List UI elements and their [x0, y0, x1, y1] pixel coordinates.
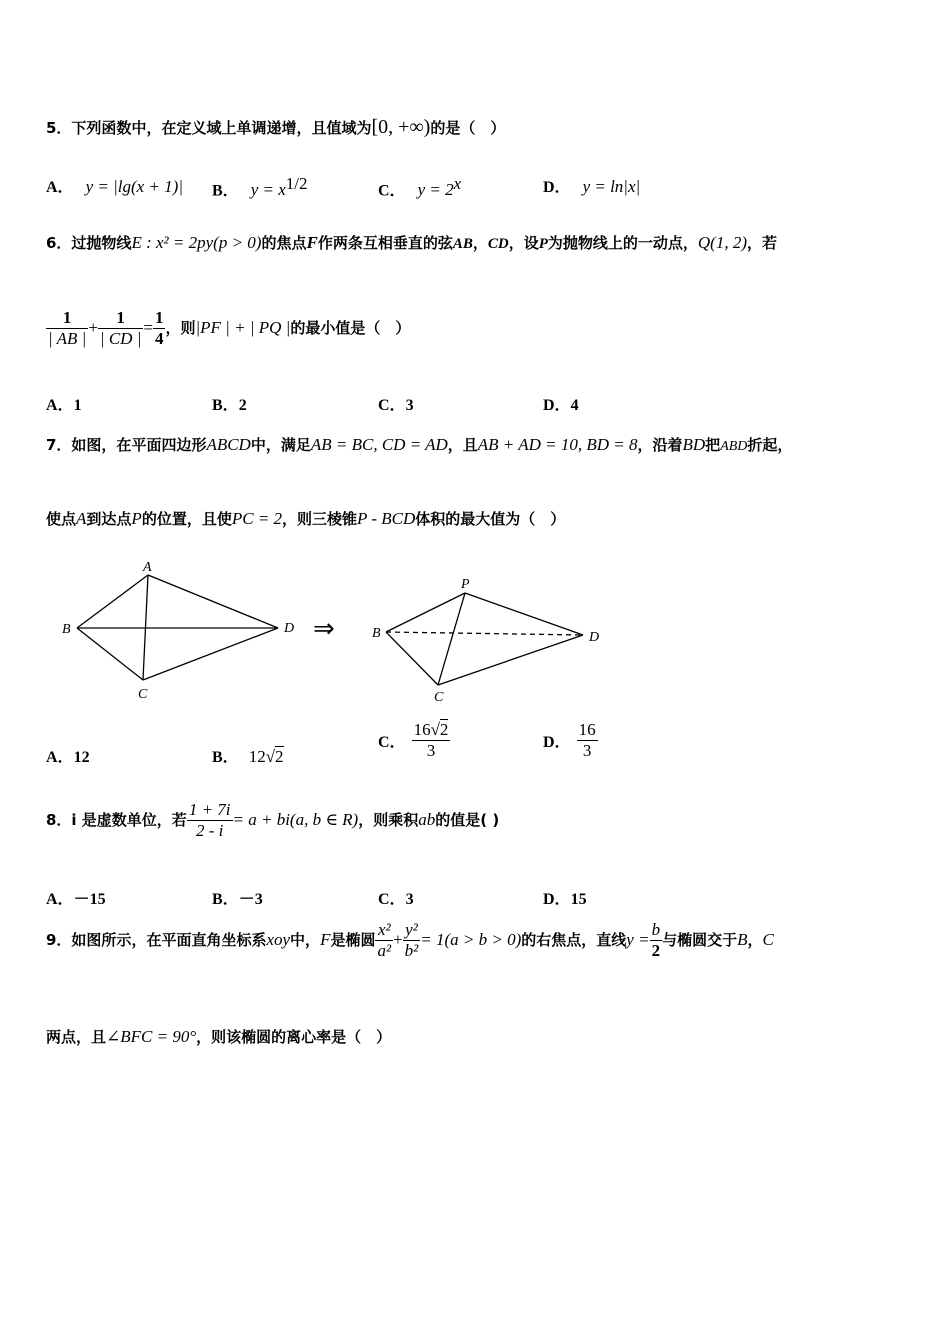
edge-cd-2: [438, 635, 583, 685]
q8-stem: 8．i 是虚数单位，若 $\frac{1 + 7i}{2 - i}$ = a + bi(a, b ∈ R)，则乘积ab的值是( ): [46, 800, 500, 840]
q5-option-d[interactable]: D． y = ln|x|: [543, 177, 641, 196]
label-c-2: C: [434, 690, 444, 705]
q6-option-a[interactable]: A．1: [46, 397, 82, 414]
quadrilateral-abcd: [62, 560, 294, 702]
q6-option-b[interactable]: B．2: [212, 397, 247, 414]
edge-pb: [386, 593, 465, 632]
q5-text-b: 的是（ ）: [430, 119, 506, 137]
fold-arrow: ⇒: [313, 614, 335, 643]
q5-text-a: 5．下列函数中，在定义域上单调递增，且值域为: [46, 119, 372, 137]
q7-option-b[interactable]: B． 12√2: [212, 747, 284, 766]
q6-point-q: Q(1, 2): [697, 233, 748, 252]
q7-option-d[interactable]: D． $\frac{16}{3}$: [543, 720, 596, 760]
q8-option-a[interactable]: A．－15: [46, 891, 106, 908]
sqrt-icon: √: [430, 720, 440, 739]
edge-pc: [438, 593, 465, 685]
edge-pd: [465, 593, 583, 635]
pyramid-pbcd: [372, 577, 599, 705]
q5-option-c[interactable]: C． $y = 2^x$: [378, 174, 462, 200]
label-c: C: [138, 687, 148, 702]
q9-stem-line2: 两点，且∠BFC = 90°，则该椭圆的离心率是（ ）: [46, 1027, 392, 1046]
q6-expression: |PF | + | PQ |: [195, 318, 291, 337]
q6-fraction-quarter: $\frac{1}{4}$: [154, 308, 164, 348]
label-d: D: [284, 621, 295, 636]
q5-option-a[interactable]: A． y = |lg(x + 1)|: [46, 177, 183, 196]
sqrt-icon: √: [265, 747, 276, 766]
q7-option-a[interactable]: A．12: [46, 749, 90, 766]
label-p: P: [461, 577, 470, 592]
q8-option-d[interactable]: D．15: [543, 891, 587, 908]
q6-stem-line2: $\frac{1}{| AB |}$ + $\frac{1}{| CD |}$ = $\frac{1}{4}$ ，则|PF | + | PQ |的最小值是（ ）: [48, 308, 411, 348]
q8-option-c[interactable]: C．3: [378, 891, 414, 908]
q8-option-b[interactable]: B．－3: [212, 891, 263, 908]
q5-range: [0, +∞): [371, 116, 431, 138]
q7-option-c[interactable]: C． $\frac{16√2}{3}$: [378, 720, 449, 760]
label-a: A: [143, 560, 152, 575]
edge-ab: [77, 575, 148, 628]
q6-parabola: E : x² = 2py(p > 0): [131, 233, 262, 252]
edge-bc: [77, 628, 143, 680]
hidden-edge-bd: [386, 632, 583, 635]
edge-ad: [148, 575, 278, 628]
edge-bc-2: [386, 632, 438, 685]
q6-stem-line1: 6．过抛物线E : x² = 2py(p > 0)的焦点F作两条互相垂直的弦AB，CD，设P为抛物线上的一动点，Q(1, 2)，若: [46, 233, 778, 252]
q7-figure: [55, 555, 615, 705]
label-d-2: D: [589, 630, 600, 645]
edge-cd: [143, 628, 278, 680]
q6-fraction-ab: $\frac{1}{| AB |}$: [48, 308, 87, 348]
q6-option-d[interactable]: D．4: [543, 397, 579, 414]
q6-fraction-cd: $\frac{1}{| CD |}$: [99, 308, 142, 348]
q5-stem: [46, 116, 505, 139]
label-b-2: B: [372, 626, 381, 641]
q9-stem-line1: 9．如图所示，在平面直角坐标系xoy中，F是椭圆 $\frac{\text{x²}}{\text{a²}}$ + $\frac{\text{y²}}{\text{b²}}$ = 1(a > b > 0)的右焦点，直线y = $\frac{b}{2}$ 与椭圆交于B，C: [46, 920, 774, 960]
q5-option-b[interactable]: B． $y = x^{1/2}$: [212, 174, 308, 200]
q8-fraction: $\frac{1 + 7i}{2 - i}$: [188, 800, 231, 840]
q6-option-c[interactable]: C．3: [378, 397, 414, 414]
q7-stem-line2: 使点A到达点P的位置，且使PC = 2，则三棱锥P - BCD体积的最大值为（ ）: [46, 509, 566, 528]
label-b: B: [62, 622, 71, 637]
q7-stem-line1: 7．如图，在平面四边形ABCD中，满足AB = BC, CD = AD，且AB + AD = 10, BD = 8，沿着BD把ABD折起，: [46, 435, 793, 454]
